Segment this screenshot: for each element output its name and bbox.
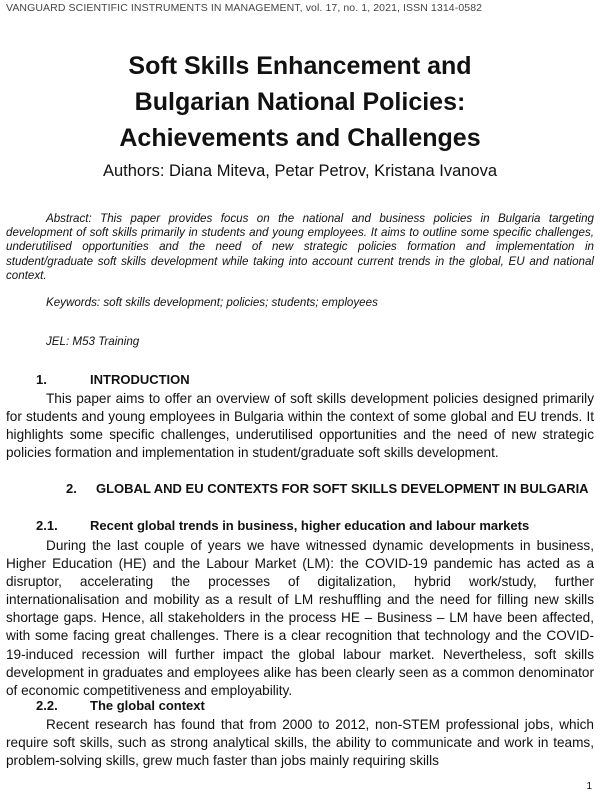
subsection-title: Recent global trends in business, higher education and labour markets: [90, 518, 530, 533]
title-line-2: Bulgarian National Policies:: [134, 88, 466, 116]
global-trends-paragraph: During the last couple of years we have witnessed dynamic developments in business, Higher Education (HE) and the Labour Market (LM): the COVID-19 pandemic has acted as a disruptor, accelerating the processes of digitalization, hybrid work/study, further internationalisation and mobility as a result of LM reshuffling and the need for filling new skills shortage gaps. Hence, all stakeholders in the process HE – Business – LM have been affected, with some facing great challenges. There is a clear recognition that technology and the COVID-19-induced recession will further impact the global labour market. Nevertheless, soft skills development in graduates and employees alike has been clearly seen as a common denominator of economic competitiveness and employability.: [6, 538, 594, 698]
introduction-paragraph: This paper aims to offer an overview of soft skills development policies designed primarily for students and young employees in Bulgaria within the context of some global and EU trends. It highlights some specific challenges, underutilised opportunities and the need of new strategic policies formation and implementation in student/graduate soft skills development.: [6, 391, 594, 461]
paper-title: [0, 48, 600, 156]
subsection-title: The global context: [90, 698, 205, 713]
jel-code: JEL: M53 Training: [46, 335, 140, 348]
section-number: 1.: [36, 372, 47, 387]
section-number: 2.: [66, 481, 77, 496]
page-number: 1: [586, 781, 592, 792]
authors-line: Authors: Diana Miteva, Petar Petrov, Kristana Ivanova: [102, 162, 498, 180]
title-line-1: Soft Skills Enhancement and: [128, 52, 472, 80]
keywords: Keywords: soft skills development; policies; students; employees: [46, 296, 378, 309]
subsection-number: 2.1.: [36, 518, 58, 533]
abstract: Abstract: This paper provides focus on the national and business policies in Bulgaria targeting development of soft skills primarily in students and young employees. It aims to outline some specific challenges, underutilised opportunities and the need of new strategic policies formation and implementation in student/graduate soft skills development while taking into account current trends in the global, EU and national context.: [6, 212, 594, 282]
section-heading-introduction: [36, 371, 190, 389]
subsection-heading-global-context: [36, 697, 205, 715]
section-title: GLOBAL AND EU CONTEXTS FOR SOFT SKILLS DEVELOPMENT IN BULGARIA: [96, 481, 589, 496]
subsection-number: 2.2.: [36, 698, 58, 713]
section-title: INTRODUCTION: [90, 372, 190, 387]
global-context-paragraph: Recent research has found that from 2000 to 2012, non-STEM professional jobs, which require soft skills, such as strong analytical skills, the ability to communicate and work in teams, problem-solving skills, grew much faster than jobs mainly requiring skills: [6, 717, 594, 769]
subsection-heading-global-trends: [36, 517, 529, 535]
running-header: VANGUARD SCIENTIFIC INSTRUMENTS IN MANAGEMENT, vol. 17, no. 1, 2021, ISSN 1314-0582: [6, 2, 483, 14]
title-line-3: Achievements and Challenges: [119, 124, 481, 152]
section-heading-global-eu: [6, 480, 594, 498]
